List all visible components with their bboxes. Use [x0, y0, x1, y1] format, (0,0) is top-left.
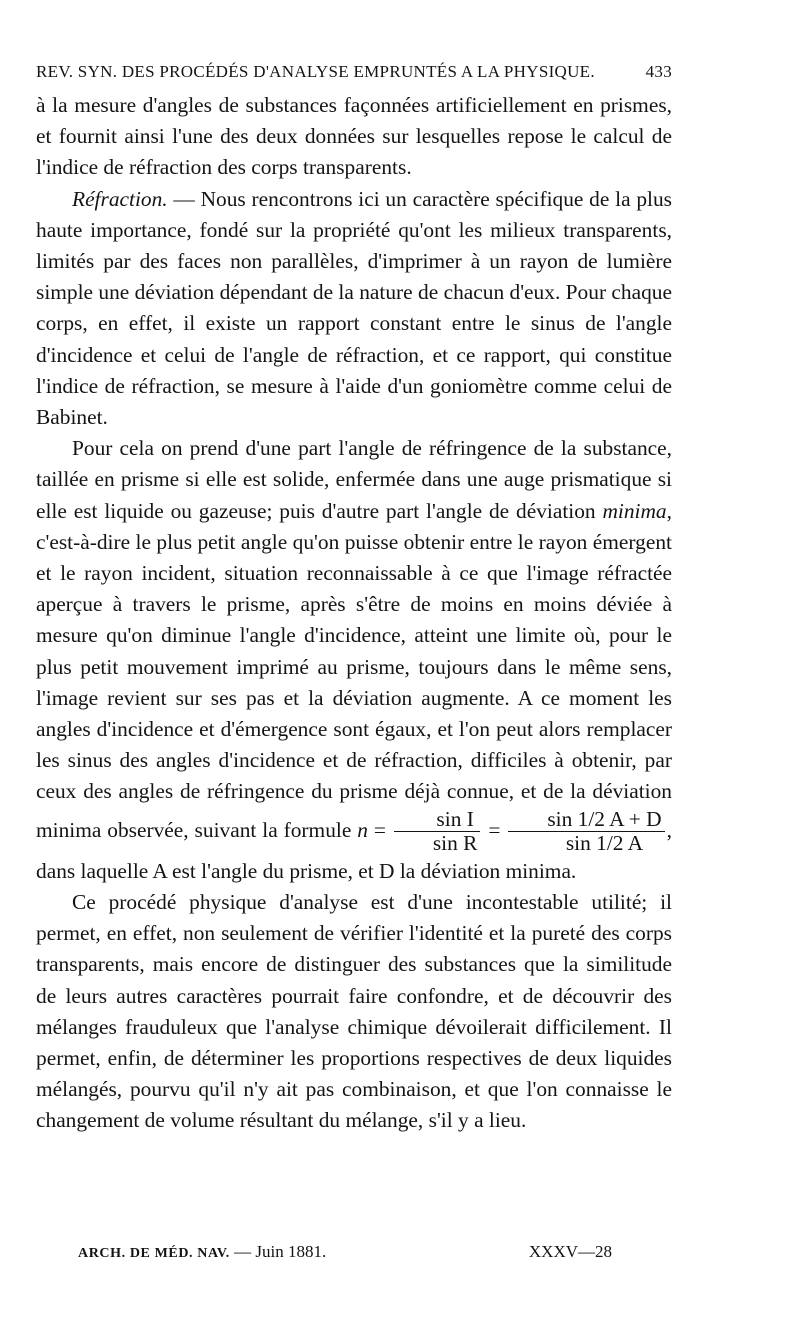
paragraph-4 — [36, 887, 672, 1137]
page-footer — [78, 1242, 612, 1262]
paragraph-3-text-a: Pour cela on prend d'une part l'angle de réfringence de la substance, taillée en prisme si elle est solide, enfermée dans une auge prismatique si elle est liquide ou gazeuse; puis d'autre part l'angle de déviation — [36, 436, 672, 523]
fraction-half-angle — [508, 808, 664, 856]
paragraph-1-text: à la mesure d'angles de substances façonnées artificiellement en prismes, et fournit ainsi l'une des deux données sur lesquelles repose le calcul de l'indice de réfraction des corps transparents. — [36, 93, 672, 180]
minima-italic: minima — [602, 498, 667, 523]
page-number: 433 — [645, 62, 672, 81]
paragraph-3-text-c: , dans laquelle A est l'angle du prisme, et D la déviation minima. — [36, 817, 672, 883]
formula-equals-2: = — [482, 817, 507, 842]
paragraph-3-text-b: , c'est-à-dire le plus petit angle qu'on puisse obtenir entre le rayon émergent et le rayon incident, situation reconnaissable à ce que l'image réfractée aperçue à travers le prisme, après s'être de moins en moins déviée à mesure qu'on diminue l'angle d'incidence, atteint une limite où, pour le plus petit mouvement imprimé au prisme, toujours dans le même sens, l'image revient sur ses pas et la déviation augmente. A ce moment les angles d'incidence et d'émergence sont égaux, et l'on peut alors remplacer les sinus des angles d'incidence et de réfraction, difficiles à obtenir, par ceux des angles de réfringence du prisme déjà connue, et de la déviation minima observée, suivant la formule — [36, 498, 672, 842]
fraction-1-denominator: sin R — [432, 831, 478, 856]
fraction-2-numerator: sin 1/2 A + D — [508, 808, 664, 833]
running-header — [36, 62, 672, 82]
page-body — [36, 62, 672, 1137]
header-title: REV. SYN. DES PROCÉDÉS D'ANALYSE EMPRUNTÉS A LA PHYSIQUE. — [36, 62, 595, 81]
formula-equals-1: = — [367, 817, 392, 842]
paragraph-2 — [36, 184, 672, 434]
section-heading-refraction: Réfraction. — [72, 186, 168, 211]
footer-journal: ARCH. DE MÉD. NAV. — [78, 1246, 230, 1261]
formula-n: n — [357, 817, 368, 842]
fraction-2-denominator: sin 1/2 A — [565, 831, 644, 856]
footer-journal-date — [78, 1242, 326, 1262]
fraction-sin-i-over-sin-r — [394, 808, 481, 856]
footer-date: — Juin 1881. — [234, 1242, 327, 1261]
paragraph-3 — [36, 433, 672, 887]
paragraph-4-text: Ce procédé physique d'analyse est d'une incontestable utilité; il permet, en effet, non seulement de vérifier l'identité et la pureté des corps transparents, mais encore de distinguer des substances que la similitude de leurs autres caractères pourrait faire confondre, et de découvrir des mélanges frauduleux que l'analyse chimique dévoilerait difficilement. Il permet, enfin, de déterminer les proportions respectives de deux liquides mélangés, pourvu qu'il n'y ait pas combinaison, et que l'on connaisse le changement de volume résultant du mélange, s'il y a lieu. — [36, 889, 672, 1133]
paragraph-1 — [36, 90, 672, 184]
fraction-1-numerator: sin I — [394, 808, 481, 833]
footer-signature: XXXV—28 — [528, 1242, 612, 1261]
formula — [357, 806, 666, 856]
paragraph-2-text: — Nous rencontrons ici un caractère spécifique de la plus haute importance, fondé sur la propriété qu'ont les milieux transparents, limités par des faces non parallèles, d'imprimer à un rayon de lumière simple une déviation dépendant de la nature de chacun d'eux. Pour chaque corps, en effet, il existe un rapport constant entre le sinus de l'angle d'incidence et celui de l'angle de réfraction, et ce rapport, qui constitue l'indice de réfraction, se mesure à l'aide d'un goniomètre comme celui de Babinet. — [36, 186, 672, 430]
